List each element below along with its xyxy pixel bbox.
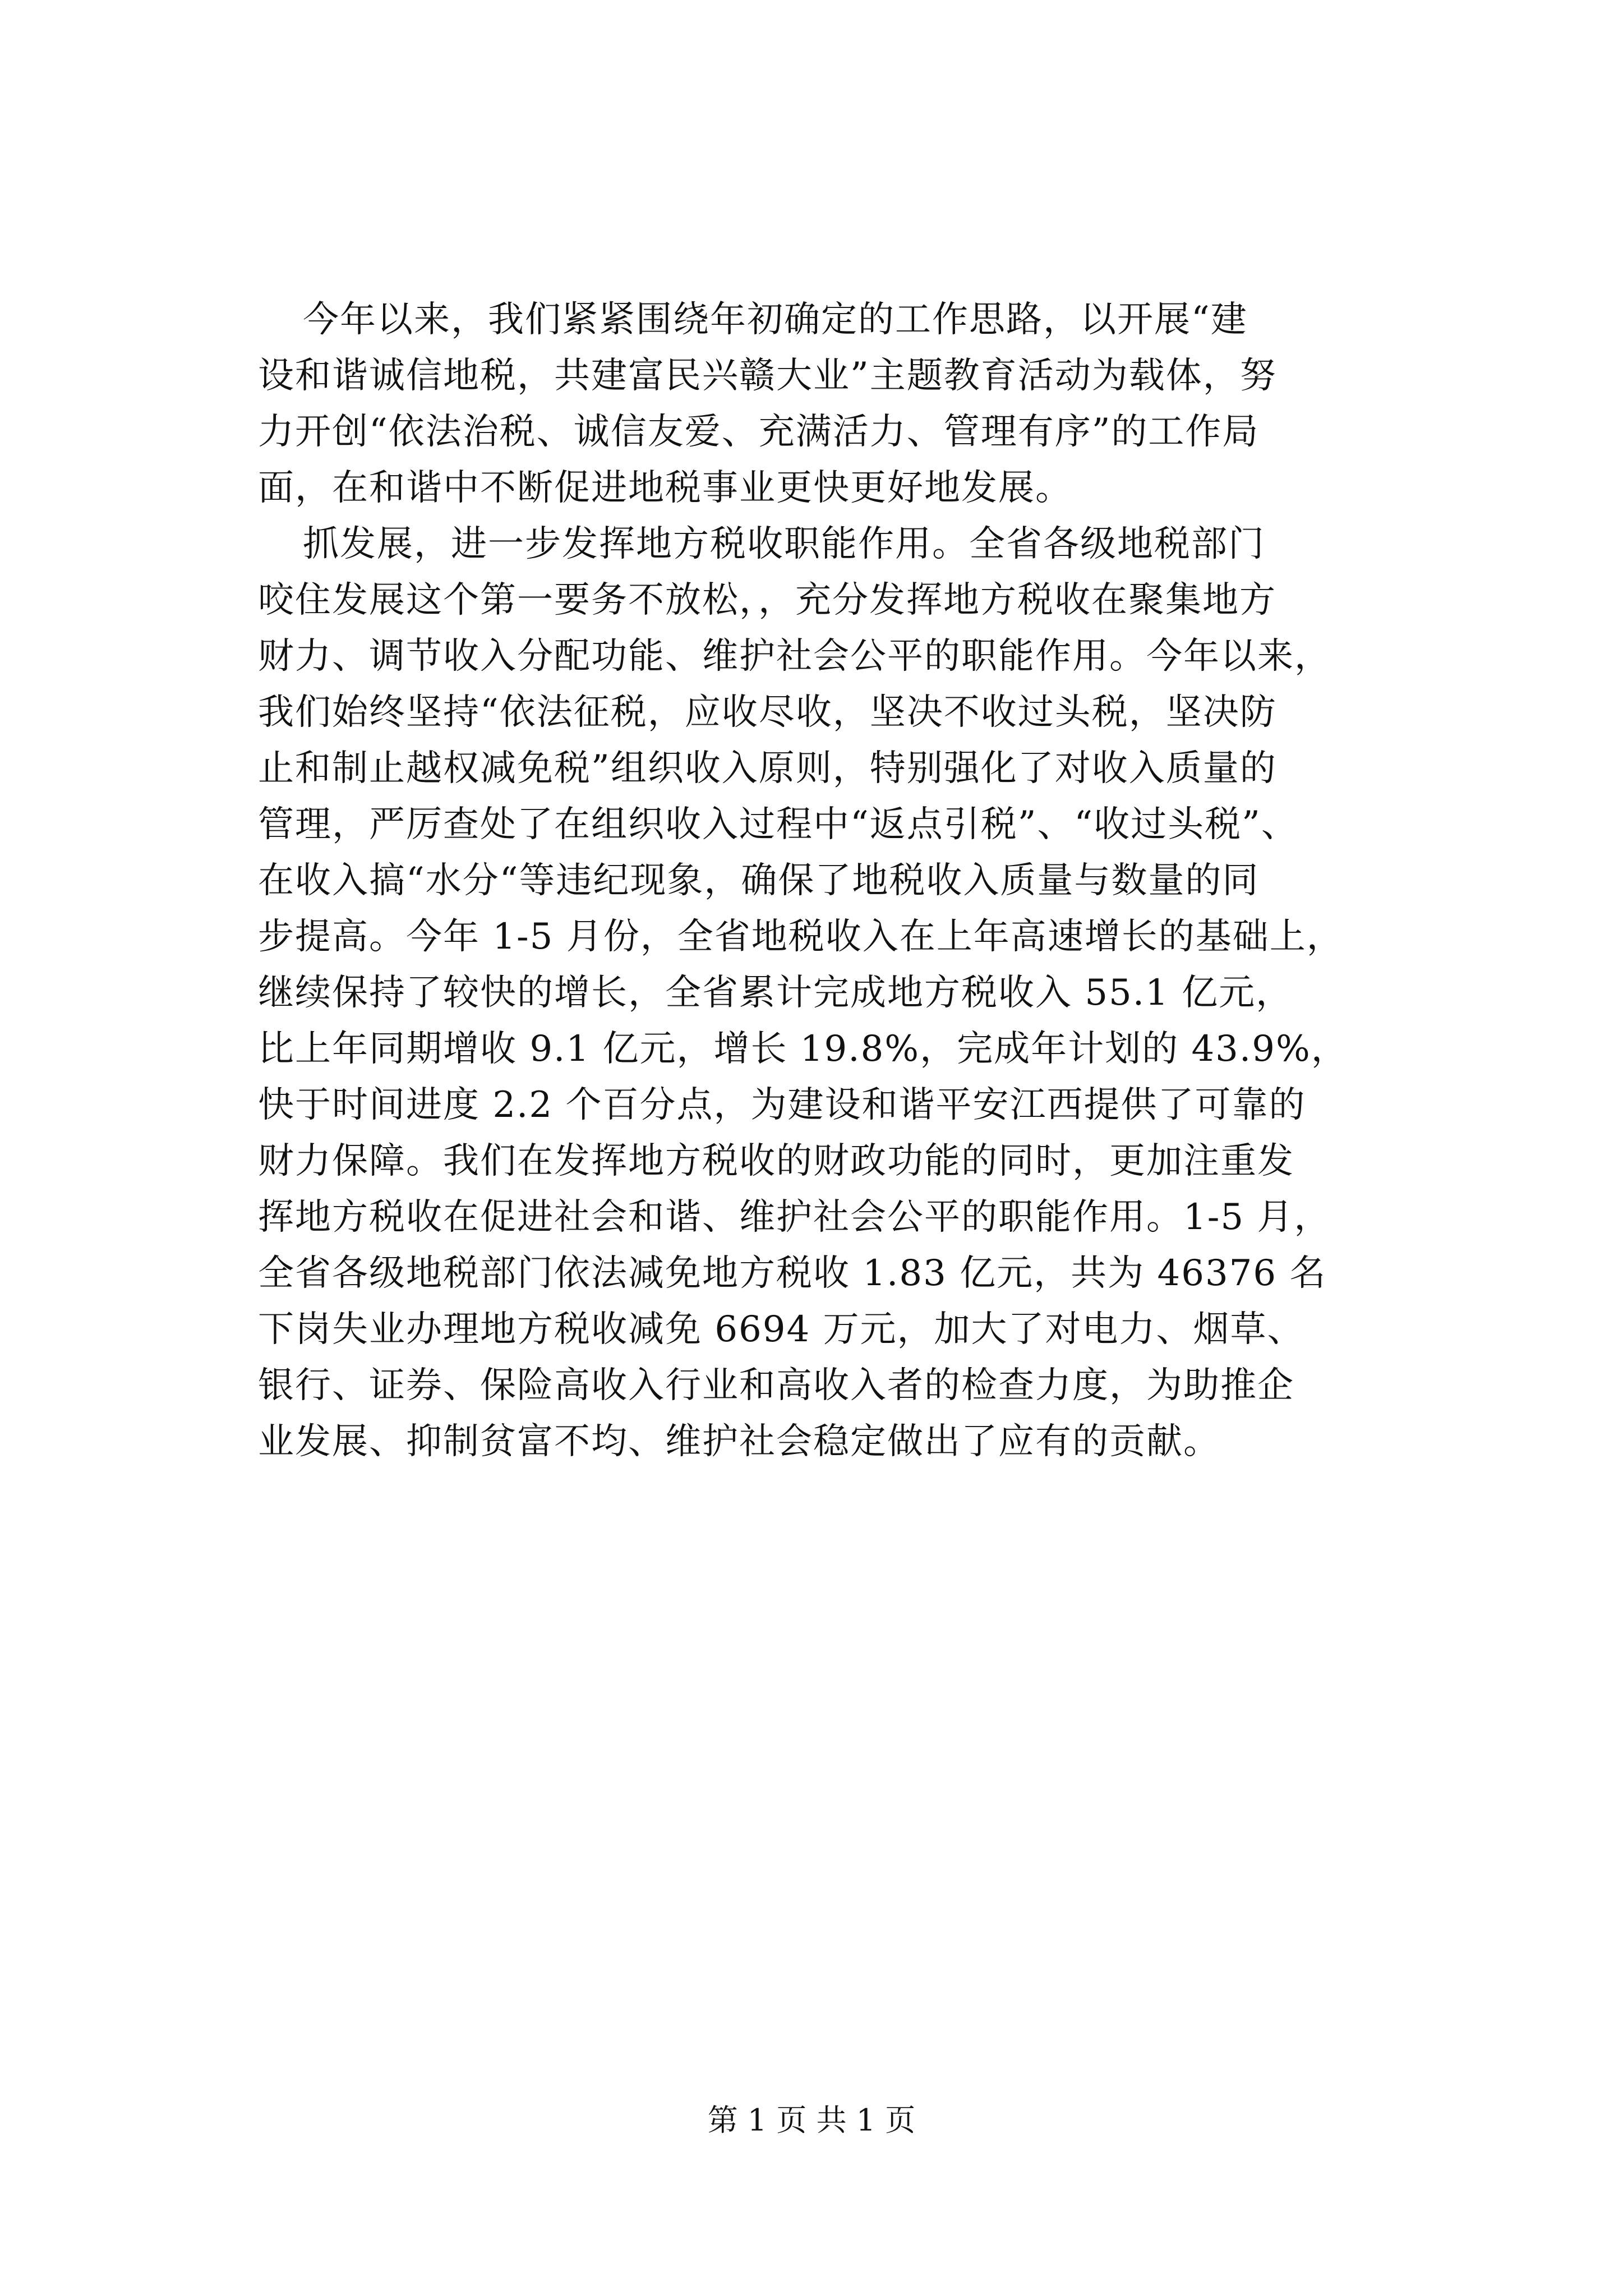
paragraph-2-line-11: 快于时间进度 2.2 个百分点，为建设和谐平安江西提供了可靠的 bbox=[258, 1084, 1306, 1126]
paragraph-2-line-10: 比上年同期增收 9.1 亿元，增长 19.8%，完成年计划的 43.9%， bbox=[258, 1028, 1348, 1070]
paragraph-2-line-7: 在收入搞“水分“等违纪现象，确保了地税收入质量与数量的同 bbox=[258, 860, 1260, 901]
paragraph-1-line-4: 面，在和谐中不断促进地税事业更快更好地发展。 bbox=[258, 467, 1072, 509]
paragraph-2-line-9: 继续保持了较快的增长，全省累计完成地方税收入 55.1 亿元， bbox=[258, 972, 1293, 1014]
paragraph-2-line-1: 抓发展，进一步发挥地方税收职能作用。全省各级地税部门 bbox=[303, 523, 1265, 565]
page-footer: 第 1 页 共 1 页 bbox=[707, 2102, 916, 2138]
paragraph-2-line-2: 咬住发展这个第一要务不放松，，充分发挥地方税收在聚集地方 bbox=[258, 579, 1276, 621]
paragraph-1-line-1: 今年以来，我们紧紧围绕年初确定的工作思路，以开展“建 bbox=[303, 299, 1248, 341]
paragraph-2-line-6: 管理，严厉查处了在组织收入过程中“返点引税”、“收过头税”、 bbox=[258, 804, 1298, 845]
paragraph-2-line-15: 下岗失业办理地方税收减免 6694 万元，加大了对电力、烟草、 bbox=[258, 1309, 1304, 1350]
paragraph-2-line-3: 财力、调节收入分配功能、维护社会公平的职能作用。今年以来， bbox=[258, 636, 1331, 677]
paragraph-2-line-5: 止和制止越权减免税”组织收入原则，特别强化了对收入质量的 bbox=[258, 748, 1277, 789]
paragraph-2-line-8: 步提高。今年 1-5 月份，全省地税收入在上年高速增长的基础上， bbox=[258, 916, 1344, 958]
paragraph-2-line-12: 财力保障。我们在发挥地方税收的财政功能的同时，更加注重发 bbox=[258, 1140, 1294, 1182]
paragraph-1-line-2: 设和谐诚信地税，共建富民兴赣大业”主题教育活动为载体，努 bbox=[258, 355, 1277, 397]
paragraph-1-line-3: 力开创“依法治税、诚信友爱、充满活力、管理有序”的工作局 bbox=[258, 411, 1260, 453]
paragraph-2-line-4: 我们始终坚持“依法征税，应收尽收，坚决不收过头税，坚决防 bbox=[258, 692, 1277, 733]
paragraph-2-line-13: 挥地方税收在促进社会和谐、维护社会公平的职能作用。1-5 月， bbox=[258, 1197, 1331, 1238]
paragraph-2-line-17: 业发展、抑制贫富不均、维护社会稳定做出了应有的贡献。 bbox=[258, 1421, 1220, 1462]
paragraph-2-line-16: 银行、证券、保险高收入行业和高收入者的检查力度，为助推企 bbox=[258, 1365, 1294, 1406]
paragraph-2-line-14: 全省各级地税部门依法减免地方税收 1.83 亿元，共为 46376 名 bbox=[258, 1253, 1327, 1294]
